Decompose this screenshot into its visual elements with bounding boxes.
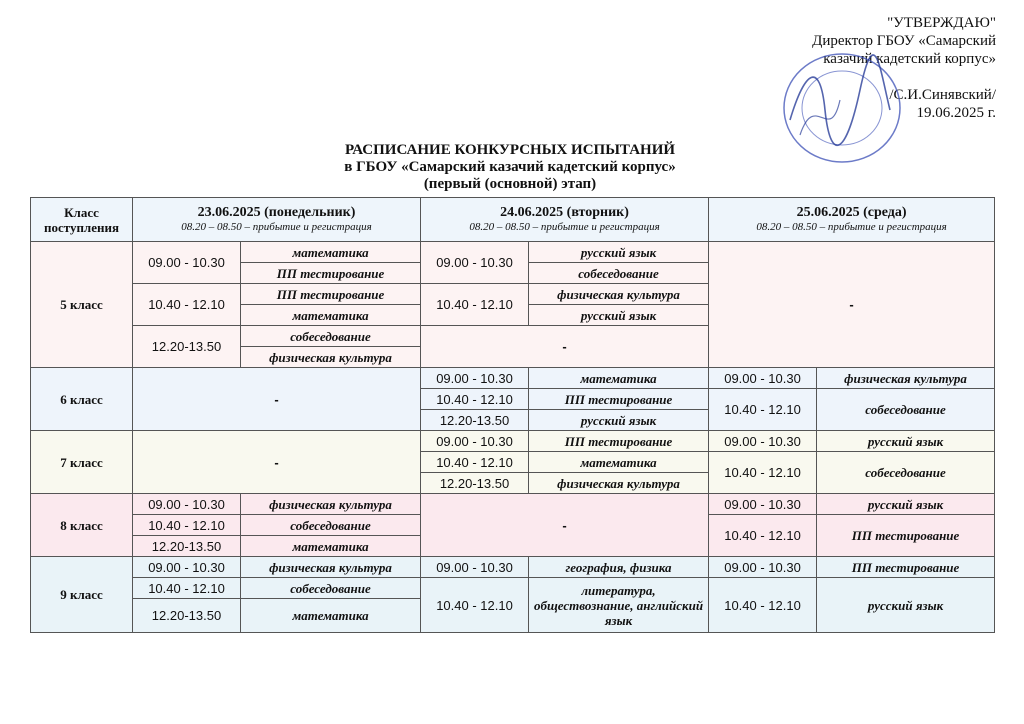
subject-cell: математика [529,452,709,473]
subject-cell: собеседование [241,326,421,347]
time-cell: 10.40 - 12.10 [133,515,241,536]
subject-cell: физическая культура [241,347,421,368]
day-1-note: 08.20 – 08.50 – прибытие и регистрация [181,220,372,233]
subject-cell: математика [529,368,709,389]
time-cell: 09.00 - 10.30 [709,368,817,389]
table-row [31,242,995,263]
subject-cell: собеседование [241,515,421,536]
subject-cell: русский язык [817,578,995,633]
subject-cell: физическая культура [529,284,709,305]
table-row [31,368,995,389]
time-cell: 10.40 - 12.10 [709,452,817,494]
time-cell: 09.00 - 10.30 [709,494,817,515]
subject-cell: ПП тестирование [817,557,995,578]
day-2-name: 24.06.2025 (вторник) [500,204,629,220]
approval-signature: /С.И.Синявский/ [889,87,996,103]
subject-cell: ПП тестирование [817,515,995,557]
header-row [31,198,995,242]
header-day-3 [709,198,995,242]
subject-cell: математика [241,242,421,263]
approval-word: "УТВЕРЖДАЮ" [887,15,996,31]
subject-cell: математика [241,305,421,326]
day-3-note: 08.20 – 08.50 – прибытие и регистрация [756,220,947,233]
subject-cell: ПП тестирование [241,284,421,305]
subject-cell: русский язык [529,305,709,326]
subject-cell: собеседование [241,578,421,599]
day-3-name: 25.06.2025 (среда) [796,204,907,220]
subject-cell: русский язык [817,431,995,452]
time-cell: 09.00 - 10.30 [421,431,529,452]
title-line2: в ГБОУ «Самарский казачий кадетский корпус» [344,159,676,175]
time-cell: 12.20-13.50 [421,473,529,494]
subject-cell: ПП тестирование [529,431,709,452]
subject-cell: собеседование [529,263,709,284]
time-cell: 10.40 - 12.10 [421,578,529,633]
time-cell: 10.40 - 12.10 [709,515,817,557]
no-exam-cell: - [709,242,995,368]
subject-cell: математика [241,536,421,557]
table-row [31,578,995,599]
subject-cell: физическая культура [241,557,421,578]
subject-cell: география, физика [529,557,709,578]
document-title [250,142,770,193]
time-cell: 09.00 - 10.30 [133,557,241,578]
table-row [31,494,995,515]
time-cell: 09.00 - 10.30 [133,242,241,284]
time-cell: 12.20-13.50 [133,536,241,557]
time-cell: 09.00 - 10.30 [421,557,529,578]
approval-position-line1: Директор ГБОУ «Самарский [812,33,996,49]
header-day-2 [421,198,709,242]
schedule-table [30,197,995,633]
class-6-label: 6 класс [31,368,133,431]
header-class: Класс поступления [31,198,133,242]
time-cell: 12.20-13.50 [421,410,529,431]
day-1-name: 23.06.2025 (понедельник) [197,204,356,220]
subject-cell: литература, обществознание, английский язык [529,578,709,633]
class-9-label: 9 класс [31,557,133,633]
subject-cell: русский язык [817,494,995,515]
approval-position-line2: казачий кадетский корпус» [823,51,996,67]
class-7-label: 7 класс [31,431,133,494]
subject-cell: ПП тестирование [241,263,421,284]
time-cell: 10.40 - 12.10 [709,578,817,633]
title-line1: РАСПИСАНИЕ КОНКУРСНЫХ ИСПЫТАНИЙ [344,142,676,158]
day-2-note: 08.20 – 08.50 – прибытие и регистрация [469,220,660,233]
table-row [31,557,995,578]
subject-cell: собеседование [817,389,995,431]
time-cell: 09.00 - 10.30 [709,557,817,578]
time-cell: 10.40 - 12.10 [709,389,817,431]
subject-cell: физическая культура [241,494,421,515]
no-exam-cell: - [421,494,709,557]
subject-cell: математика [241,599,421,633]
table-row [31,431,995,452]
class-5-label: 5 класс [31,242,133,368]
subject-cell: собеседование [817,452,995,494]
subject-cell: физическая культура [529,473,709,494]
no-exam-cell: - [133,431,421,494]
time-cell: 12.20-13.50 [133,326,241,368]
time-cell: 09.00 - 10.30 [421,242,529,284]
no-exam-cell: - [133,368,421,431]
stamp-icon [770,50,910,170]
time-cell: 09.00 - 10.30 [709,431,817,452]
class-8-label: 8 класс [31,494,133,557]
time-cell: 10.40 - 12.10 [133,578,241,599]
subject-cell: ПП тестирование [529,389,709,410]
time-cell: 09.00 - 10.30 [133,494,241,515]
time-cell: 10.40 - 12.10 [421,389,529,410]
time-cell: 12.20-13.50 [133,599,241,633]
time-cell: 09.00 - 10.30 [421,368,529,389]
subject-cell: русский язык [529,410,709,431]
subject-cell: русский язык [529,242,709,263]
title-line3: (первый (основной) этап) [423,176,597,192]
subject-cell: физическая культура [817,368,995,389]
time-cell: 10.40 - 12.10 [133,284,241,326]
time-cell: 10.40 - 12.10 [421,284,529,326]
no-exam-cell: - [421,326,709,368]
time-cell: 10.40 - 12.10 [421,452,529,473]
approval-date: 19.06.2025 г. [916,105,996,121]
header-day-1 [133,198,421,242]
